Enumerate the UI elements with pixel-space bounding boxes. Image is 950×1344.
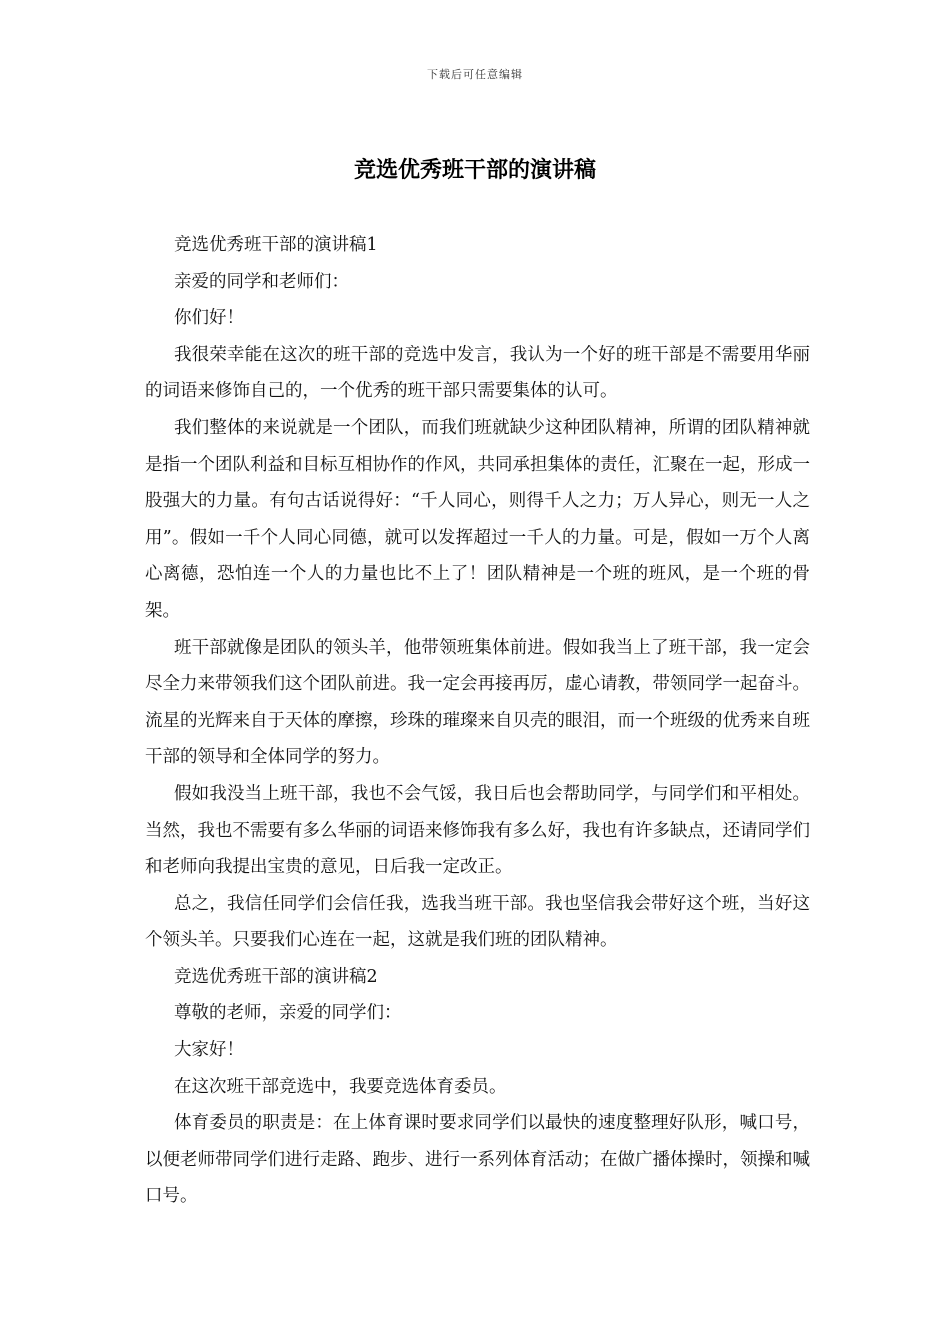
body-paragraph: 我很荣幸能在这次的班干部的竞选中发言，我认为一个好的班干部是不需要用华丽的词语来修饰自己的，一个优秀的班干部只需要集体的认可。 bbox=[145, 344, 810, 402]
salutation-2: 尊敬的老师，亲爱的同学们： bbox=[174, 1003, 402, 1024]
document-body bbox=[145, 227, 810, 1215]
body-paragraph: 班干部就像是团队的领头羊，他带领班集体前进。假如我当上了班干部，我一定会尽全力来带领我们这个团队前进。我一定会再接再厉，虚心请教，带领同学一起奋斗。流星的光辉来自于天体的摩擦，珍珠的璀璨来自贝壳的眼泪，而一个班级的优秀来自班干部的领导和全体同学的努力。 bbox=[145, 637, 810, 768]
body-paragraph: 假如我没当上班干部，我也不会气馁，我日后也会帮助同学，与同学们和平相处。当然，我也不需要有多么华丽的词语来修饰我有多么好，我也有许多缺点，还请同学们和老师向我提出宝贵的意见，日后我一定改正。 bbox=[145, 783, 810, 878]
greeting-1: 你们好！ bbox=[174, 308, 244, 329]
salutation-1: 亲爱的同学和老师们： bbox=[174, 271, 349, 292]
speech-heading-1: 竞选优秀班干部的演讲稿1 bbox=[174, 235, 378, 255]
body-paragraph: 总之，我信任同学们会信任我，选我当班干部。我也坚信我会带好这个班，当好这个领头羊。只要我们心连在一起，这就是我们班的团队精神。 bbox=[145, 893, 810, 951]
document-title: 竞选优秀班干部的演讲稿 bbox=[353, 157, 596, 183]
speech-heading-2: 竞选优秀班干部的演讲稿2 bbox=[174, 966, 378, 987]
body-paragraph: 我们整体的来说就是一个团队，而我们班就缺少这种团队精神，所谓的团队精神就是指一个团队利益和目标互相协作的作风，共同承担集体的责任，汇聚在一起，形成一股强大的力量。有句古话说得好：“千人同心，则得千人之力；万人异心，则无一人之用”。假如一千个人同心同德，就可以发挥超过一千人的力量。可是，假如一万个人离心离德，恐怕连一个人的力量也比不上了！团队精神是一个班的班风，是一个班的骨架。 bbox=[145, 417, 810, 621]
page-header-note: 下载后可任意编辑 bbox=[427, 68, 523, 81]
body-paragraph: 在这次班干部竞选中，我要竞选体育委员。 bbox=[174, 1076, 507, 1097]
greeting-2: 大家好！ bbox=[174, 1040, 244, 1061]
body-paragraph: 体育委员的职责是：在上体育课时要求同学们以最快的速度整理好队形，喊口号，以便老师带同学们进行走路、跑步、进行一系列体育活动；在做广播体操时，领操和喊口号。 bbox=[145, 1113, 810, 1207]
